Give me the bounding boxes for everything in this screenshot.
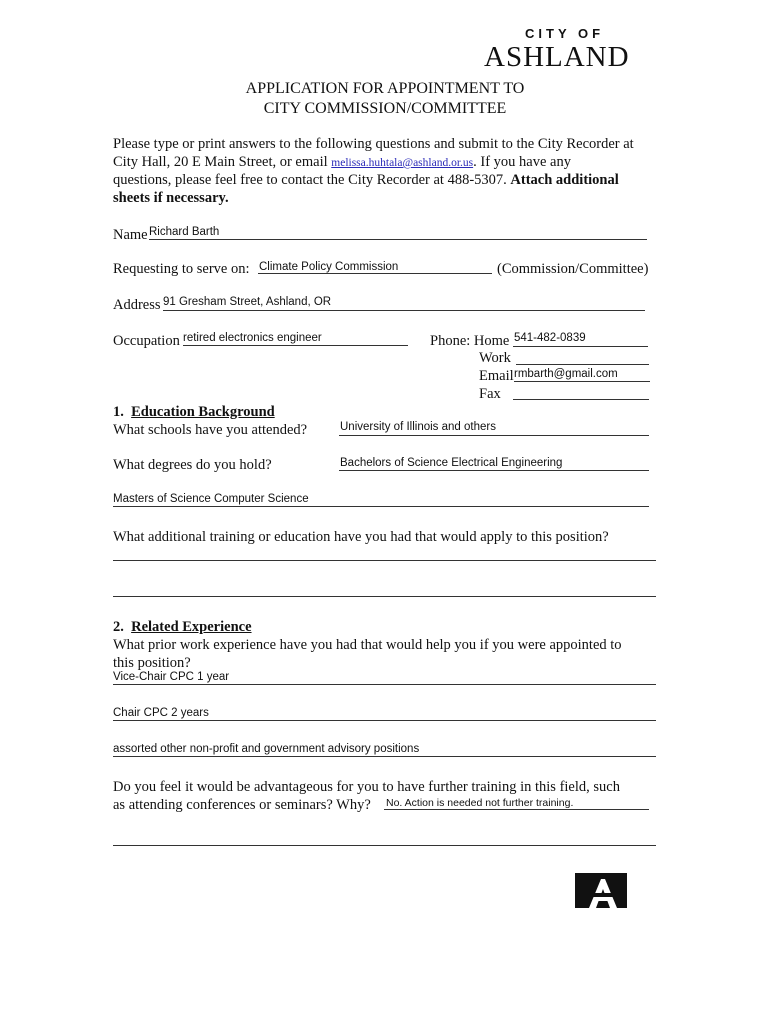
email-field[interactable]: rmbarth@gmail.com [514,368,618,380]
experience-heading-title: Related Experience [131,619,252,635]
occupation-label: Occupation [113,333,180,349]
name-field[interactable]: Richard Barth [149,226,220,238]
schools-underline [339,435,649,436]
training-underline-1 [113,560,656,561]
fax-underline [513,399,649,400]
ashland-a-logo-icon [575,873,627,908]
experience-question-line1: What prior work experience have you had that would help you if you were appointed to [113,637,622,653]
intro-line2-start: City Hall, 20 E Main Street, or email [113,154,332,170]
degrees-underline-1 [339,470,649,471]
intro-line2-end: . If you have any [473,154,571,170]
serve-field[interactable]: Climate Policy Commission [259,261,399,273]
further-training-underline [384,809,649,810]
degrees-field-1[interactable]: Bachelors of Science Electrical Engineering [340,457,563,469]
intro-line3-bold: Attach additional [510,172,619,188]
email-underline [514,381,650,382]
experience-heading [113,618,252,636]
further-training-question-line2: as attending conferences or seminars? Why? [113,797,371,813]
experience-underline-1 [113,684,656,685]
education-heading-number: 1. [113,404,124,420]
phone-work-underline [516,364,649,365]
occupation-underline [183,345,408,346]
intro-line3 [113,171,619,189]
degrees-underline-2 [113,506,649,507]
education-heading-title: Education Background [131,404,275,420]
intro-line4 [113,189,229,207]
phone-work-label: Work [479,350,511,366]
training-question: What additional training or education have you had that would apply to this position? [113,529,609,545]
phone-home-label: Phone: Home [430,333,510,349]
phone-home-underline [513,346,648,347]
logo-city-of: CITY OF [525,26,605,41]
recorder-email-link[interactable]: melissa.huhtala@ashland.or.us [331,157,474,169]
schools-question: What schools have you attended? [113,422,308,438]
logo-ashland: ASHLAND [484,41,630,73]
experience-field-1[interactable]: Vice-Chair CPC 1 year [113,671,230,683]
degrees-question: What degrees do you hold? [113,457,272,473]
form-title-line2: CITY COMMISSION/COMMITTEE [263,100,507,117]
experience-question-line2: this position? [113,655,191,671]
experience-underline-2 [113,720,656,721]
experience-underline-3 [113,756,656,757]
intro-line3-text: questions, please feel free to contact the City Recorder at 488-5307. [113,172,511,188]
fax-label: Fax [479,386,501,402]
serve-label: Requesting to serve on: [113,261,250,277]
address-field[interactable]: 91 Gresham Street, Ashland, OR [163,296,332,308]
phone-home-field[interactable]: 541-482-0839 [514,332,586,344]
address-underline [163,310,645,311]
serve-underline [258,273,492,274]
address-label: Address [113,297,161,313]
intro-line4-bold: sheets if necessary. [113,190,229,206]
name-label: Name [113,227,148,243]
schools-field[interactable]: University of Illinois and others [340,421,496,433]
further-training-underline-2 [113,845,656,846]
experience-heading-number: 2. [113,619,124,635]
email-label: Email [479,368,514,384]
degrees-field-2[interactable]: Masters of Science Computer Science [113,493,309,505]
experience-field-2[interactable]: Chair CPC 2 years [113,707,209,719]
further-training-field[interactable]: No. Action is needed not further training. [386,797,574,809]
name-underline [149,239,647,240]
training-underline-2 [113,596,656,597]
intro-line2 [113,153,571,172]
occupation-field[interactable]: retired electronics engineer [183,332,322,344]
experience-field-3[interactable]: assorted other non-profit and government advisory positions [113,743,420,755]
further-training-question-line1: Do you feel it would be advantageous for you to have further training in this field, such [113,779,620,795]
serve-suffix: (Commission/Committee) [497,261,649,277]
intro-line1: Please type or print answers to the following questions and submit to the City Recorder at [113,136,634,152]
form-title-line1: APPLICATION FOR APPOINTMENT TO [245,80,525,97]
education-heading [113,403,275,421]
